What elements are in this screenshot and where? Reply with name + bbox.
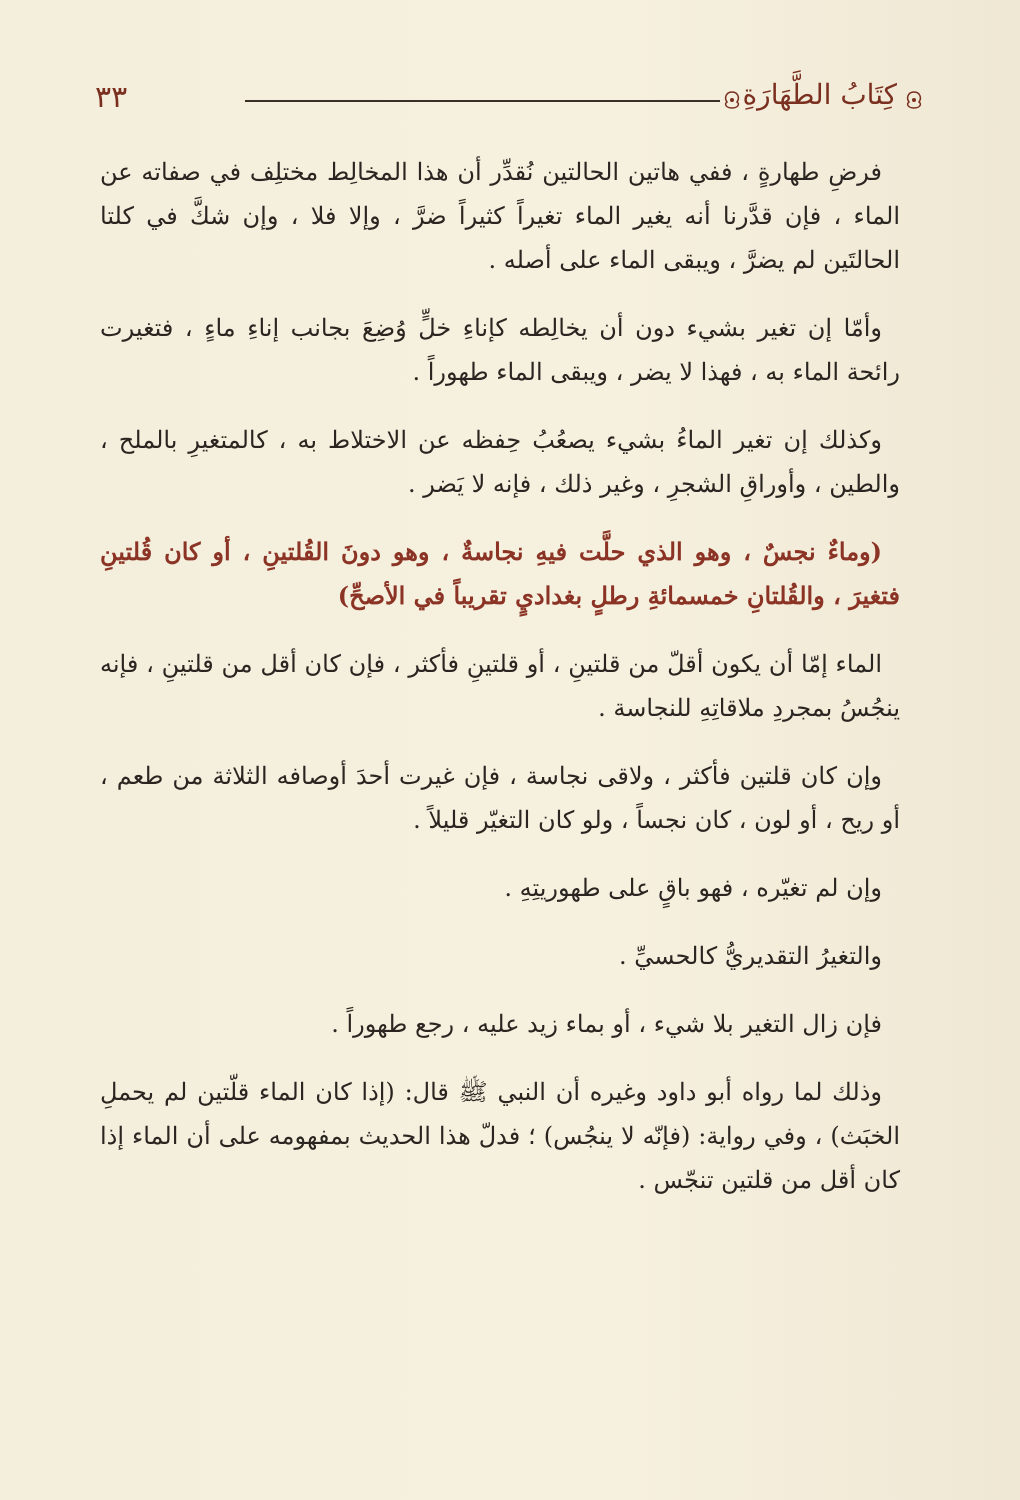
paragraph: الماء إمّا أن يكون أقلّ من قلتينِ ، أو قلتينِ فأكثر ، فإن كان أقل من قلتينِ ، فإنه ينجُسُ بمجردِ ملاقاتِهِ للنجاسة .: [100, 650, 900, 722]
header-rule: [245, 100, 720, 102]
page-body: [100, 150, 900, 1226]
page-header: [95, 78, 925, 128]
ornament-icon: [721, 90, 743, 110]
paragraph: وإن لم تغيّره ، فهو باقٍ على طهوريتِهِ .: [504, 874, 882, 902]
chapter-title: كِتَابُ الطَّهَارَةِ: [742, 78, 897, 111]
paragraph: وذلك لما رواه أبو داود وغيره أن النبي ﷺ قال: (إذا كان الماء قلّتين لم يحملِ الخبَث) ، وفي رواية: (فإنّه لا ينجُس) ؛ فدلّ هذا الحديث بمفهومه على أن الماء إذا كان أقل من قلتين تنجّس .: [100, 1078, 900, 1194]
paragraph: وإن كان قلتين فأكثر ، ولاقى نجاسة ، فإن غيرت أحدَ أوصافه الثلاثة من طعم ، أو ريح ، أو لون ، كان نجساً ، ولو كان التغيّر قليلاً .: [100, 762, 900, 834]
paragraph: وكذلك إن تغير الماءُ بشيء يصعُبُ حِفظه عن الاختلاط به ، كالمتغيرِ بالملح ، والطين ، وأوراقِ الشجرِ ، وغير ذلك ، فإنه لا يَضر .: [100, 426, 900, 498]
ornament-icon: [903, 90, 925, 110]
paragraph: وأمّا إن تغير بشيء دون أن يخالِطه كإناءِ خلٍّ وُضِعَ بجانب إناءِ ماءٍ ، فتغيرت رائحة الماء به ، فهذا لا يضر ، ويبقى الماء طهوراً .: [100, 314, 900, 386]
page-number: ٣٣: [95, 80, 128, 115]
paragraph: والتغيرُ التقديريُّ كالحسيِّ .: [618, 942, 882, 970]
paragraph: فإن زال التغير بلا شيء ، أو بماء زيد عليه ، رجع طهوراً .: [331, 1010, 882, 1038]
matn-paragraph: (وماءٌ نجسٌ ، وهو الذي حلَّت فيهِ نجاسةٌ ، وهو دونَ القُلتينِ ، أو كان قُلتينِ فتغيرَ ، والقُلتانِ خمسمائةِ رطلٍ بغداديٍ تقريباً في الأصحِّ): [100, 537, 900, 610]
paragraph: فرضِ طهارةٍ ، ففي هاتين الحالتين نُقدِّر أن هذا المخالِط مختلِف في صفاته عن الماء ، فإن قدَّرنا أنه يغير الماء تغيراً كثيراً ضرَّ ، وإلا فلا ، وإن شكَّ في كلتا الحالتَين لم يضرَّ ، ويبقى الماء على أصله .: [100, 158, 900, 274]
